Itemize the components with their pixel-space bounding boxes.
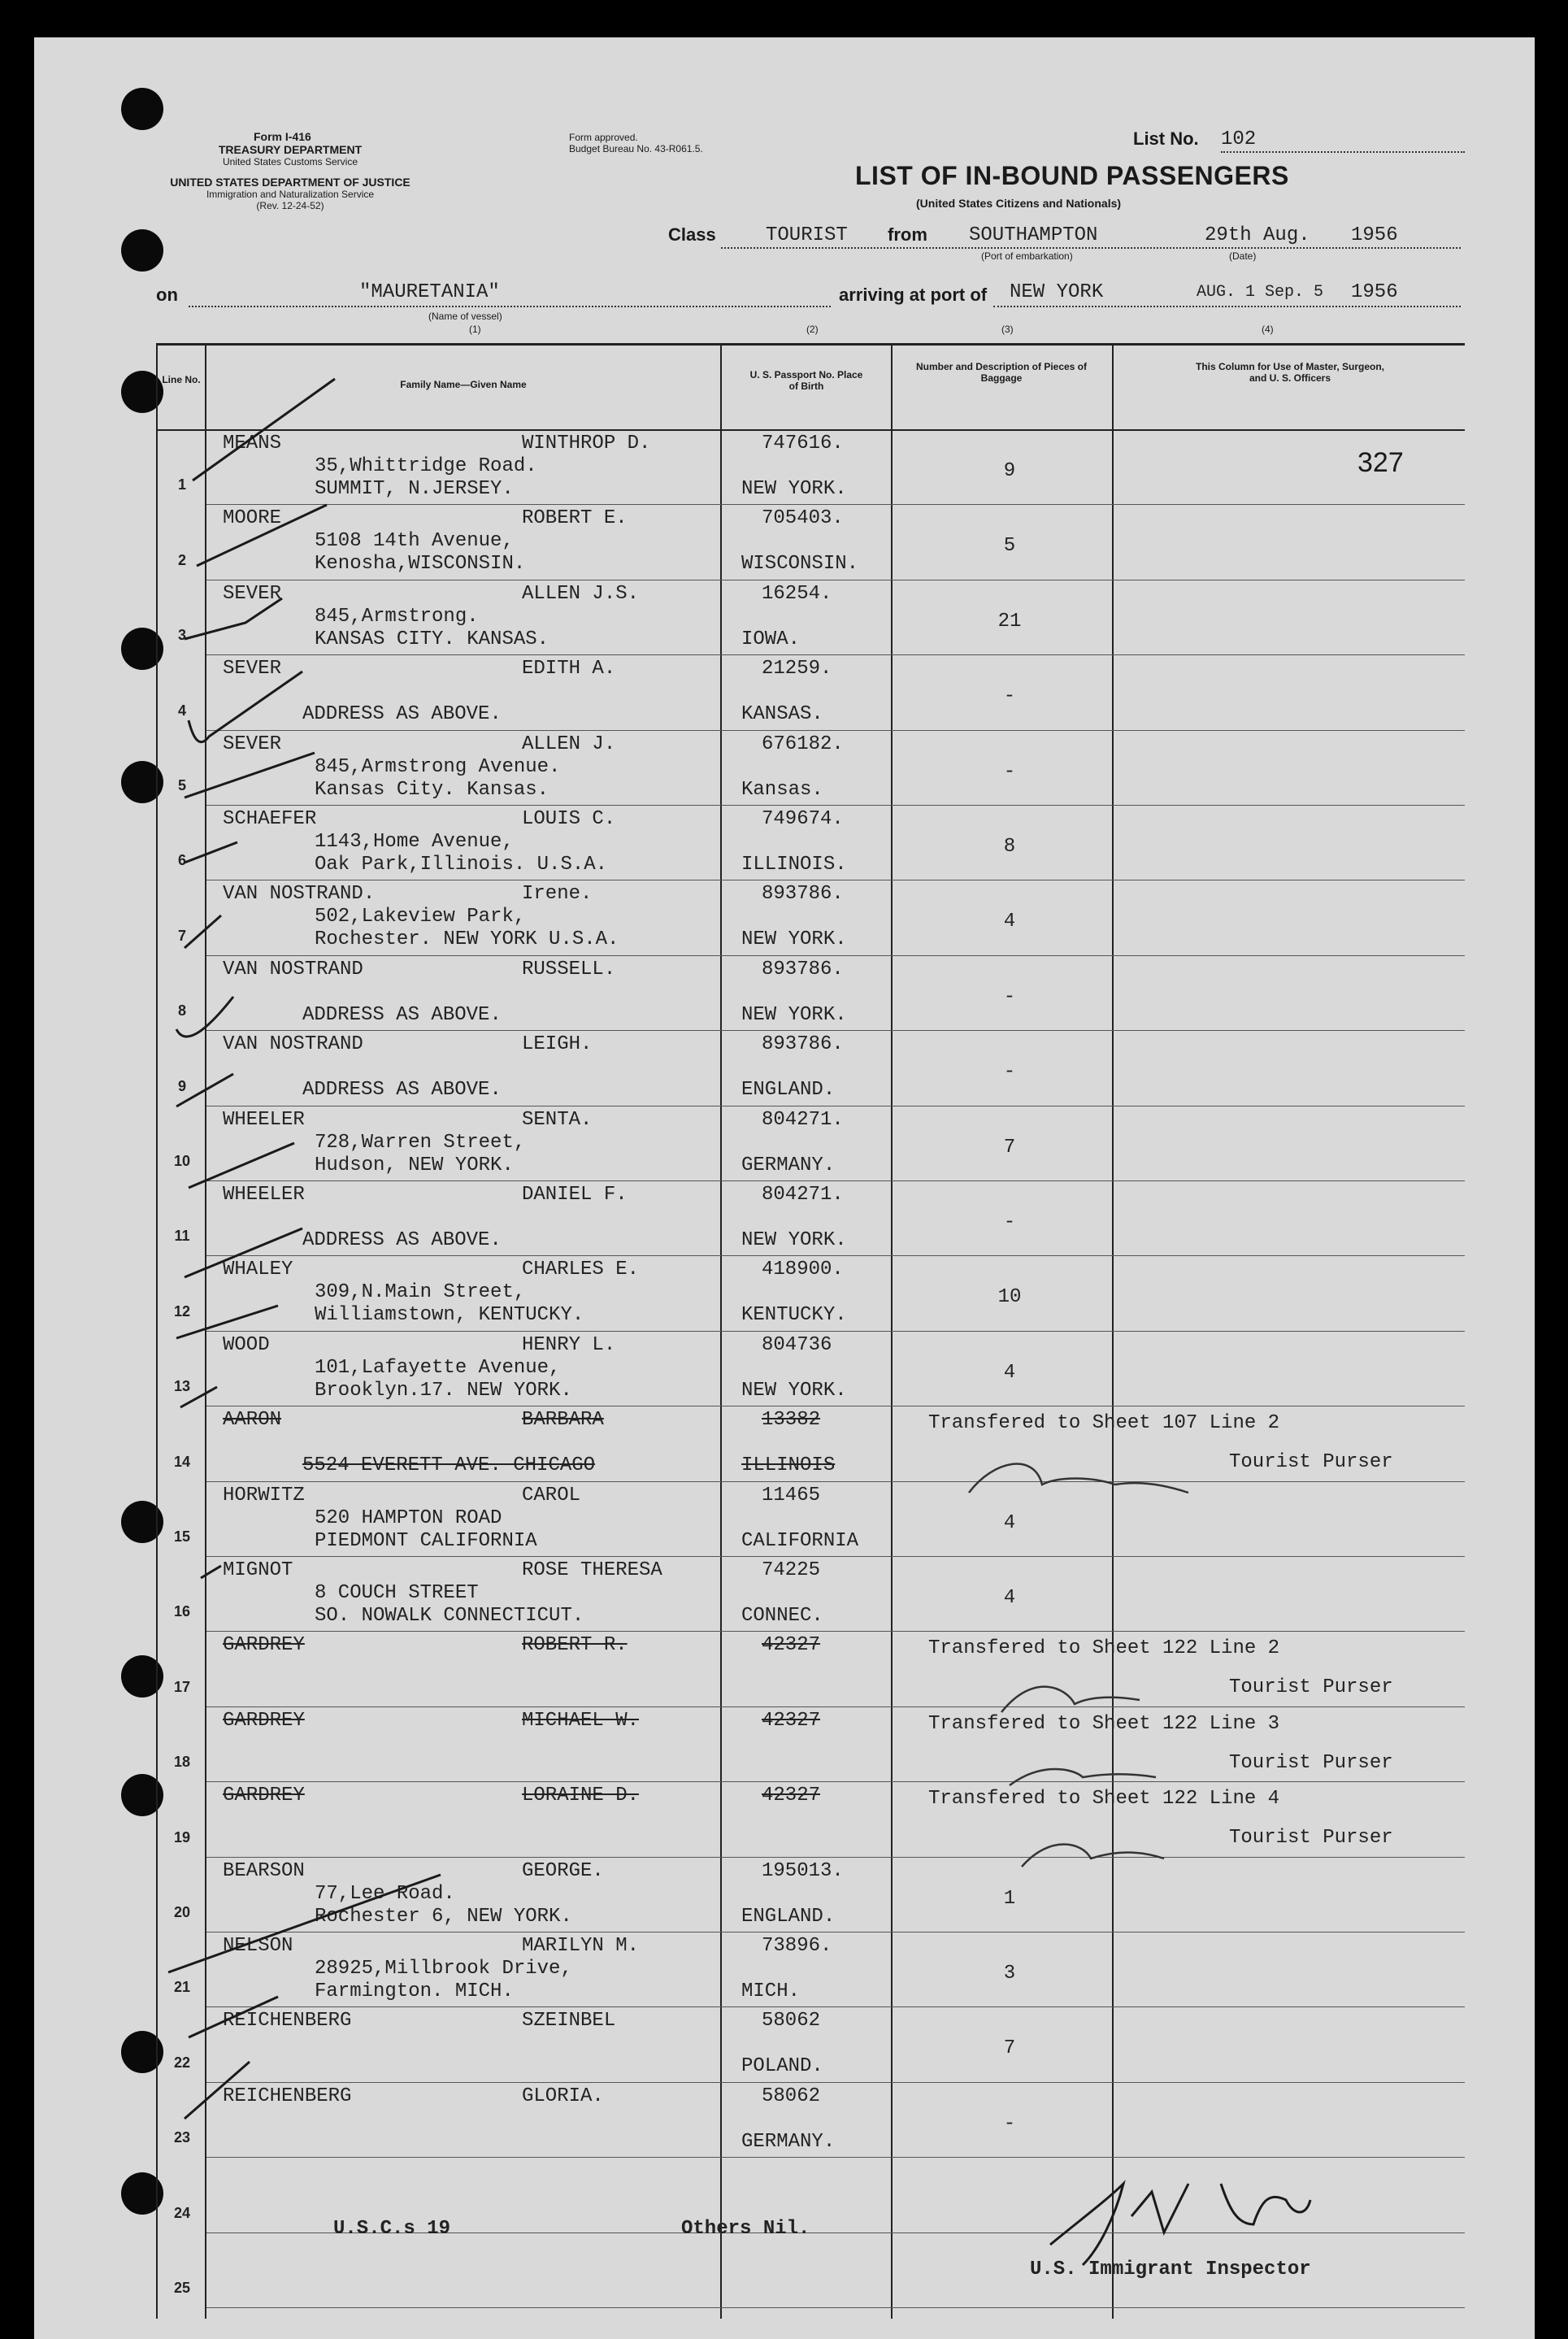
checkmark xyxy=(176,997,233,1037)
given-name: CAROL xyxy=(522,1485,581,1506)
form-approved-label: Form approved. xyxy=(569,132,638,143)
address-line-2: Kansas City. Kansas. xyxy=(315,779,549,801)
uscs-count: U.S.C.s 19 xyxy=(333,2218,451,2240)
col-num-2: (2) xyxy=(806,324,819,335)
baggage-count: 7 xyxy=(1003,1137,1016,1159)
family-name: HORWITZ xyxy=(223,1485,305,1506)
arriving-label: arriving at port of xyxy=(839,285,988,305)
passport-number: 42327 xyxy=(762,1710,821,1732)
family-name: WHEELER xyxy=(223,1109,305,1131)
line-number: 20 xyxy=(173,1904,191,1920)
checkmark xyxy=(185,915,221,948)
place-of-birth: NEW YORK. xyxy=(741,928,847,950)
family-name: VAN NOSTRAND. xyxy=(223,883,376,905)
class-value: TOURIST xyxy=(766,224,848,246)
checkmark xyxy=(193,379,335,480)
checkmark xyxy=(189,1143,294,1188)
page-title: LIST OF IN-BOUND PASSENGERS xyxy=(855,161,1289,190)
given-name: BARBARA xyxy=(522,1409,604,1431)
address-line-1: 520 HAMPTON ROAD xyxy=(315,1507,502,1529)
family-name: MIGNOT xyxy=(223,1559,293,1581)
checkmark xyxy=(201,1566,221,1578)
list-no-label: List No. xyxy=(1133,128,1199,149)
year-embarkation: 1956 xyxy=(1351,224,1398,246)
given-name: Irene. xyxy=(522,883,593,905)
checkmark xyxy=(185,753,315,798)
checkmarks-overlay xyxy=(34,37,1535,2339)
col-header-passport: U. S. Passport No. Place of Birth xyxy=(749,369,863,392)
given-name: MICHAEL W. xyxy=(522,1710,640,1732)
col-num-3: (3) xyxy=(1001,324,1014,335)
place-of-birth: ENGLAND. xyxy=(741,1906,836,1928)
address-line-1: 845,Armstrong Avenue. xyxy=(315,756,561,778)
passport-number: 804271. xyxy=(762,1184,844,1206)
col-header-officers: This Column for Use of Master, Surgeon, and U. S. Officers xyxy=(1195,361,1385,384)
address-line-2: 5524 EVERETT AVE. CHICAGO xyxy=(302,1454,596,1476)
line-number: 23 xyxy=(173,2129,191,2146)
baggage-count: - xyxy=(1003,1211,1016,1233)
address-line-1: 502,Lakeview Park, xyxy=(315,906,526,928)
passport-number: 676182. xyxy=(762,733,844,755)
checkmark xyxy=(185,842,237,863)
baggage-count: 3 xyxy=(1003,1963,1016,1985)
place-of-birth: NEW YORK. xyxy=(741,1004,847,1026)
transfer-note: Transfered to Sheet 122 Line 2 xyxy=(928,1637,1280,1659)
baggage-count: - xyxy=(1003,2113,1016,2135)
col-header-baggage: Number and Description of Pieces of Baggage xyxy=(915,361,1088,384)
passport-number: 893786. xyxy=(762,883,844,905)
family-name: SEVER xyxy=(223,658,282,680)
place-of-birth: CONNEC. xyxy=(741,1605,823,1627)
checkmark xyxy=(189,1997,278,2037)
line-number: 4 xyxy=(177,702,186,719)
class-label: Class xyxy=(668,224,716,245)
address-line-2: SO. NOWALK CONNECTICUT. xyxy=(315,1605,584,1627)
baggage-count: 1 xyxy=(1003,1888,1016,1910)
place-of-birth: GERMANY. xyxy=(741,1154,836,1176)
baggage-count: 9 xyxy=(1003,460,1016,482)
passport-number: 804736 xyxy=(762,1334,832,1356)
place-of-birth: KENTUCKY. xyxy=(741,1304,847,1326)
address-line-2: Farmington. MICH. xyxy=(315,1980,514,2002)
address-line-2: PIEDMONT CALIFORNIA xyxy=(315,1530,537,1552)
address-line-1: 77,Lee Road. xyxy=(315,1883,455,1905)
form-number: Form I-416 xyxy=(254,130,311,143)
budget-bureau-label: Budget Bureau No. 43-R061.5. xyxy=(569,143,703,154)
line-number: 3 xyxy=(177,627,186,643)
address-line-2: Williamstown, KENTUCKY. xyxy=(315,1304,584,1326)
place-of-birth: Kansas. xyxy=(741,779,823,801)
address-line-1: 35,Whittridge Road. xyxy=(315,455,537,477)
place-of-birth: NEW YORK. xyxy=(741,478,847,500)
baggage-count: 4 xyxy=(1003,1512,1016,1534)
given-name: RUSSELL. xyxy=(522,959,616,980)
line-number: 8 xyxy=(177,1002,186,1019)
passport-number: 893786. xyxy=(762,959,844,980)
date-caption: (Date) xyxy=(1229,250,1257,262)
given-name: LOUIS C. xyxy=(522,808,616,830)
line-number: 22 xyxy=(173,2054,191,2071)
address-line-2: Rochester 6, NEW YORK. xyxy=(315,1906,572,1928)
address-line-2: Brooklyn.17. NEW YORK. xyxy=(315,1380,572,1402)
baggage-count: 10 xyxy=(997,1286,1022,1308)
checkmark xyxy=(176,1074,233,1106)
family-name: VAN NOSTRAND xyxy=(223,959,363,980)
family-name: NELSON xyxy=(223,1935,293,1957)
inspector-label: U.S. Immigrant Inspector xyxy=(1030,2259,1311,2280)
line-number: 16 xyxy=(173,1603,191,1619)
address-line-1: 8 COUCH STREET xyxy=(315,1582,479,1604)
address-line-2: Oak Park,Illinois. U.S.A. xyxy=(315,854,608,876)
given-name: WINTHROP D. xyxy=(522,433,651,454)
family-name: SEVER xyxy=(223,733,282,755)
address-line-1: 845,Armstrong. xyxy=(315,606,479,628)
document-page xyxy=(34,37,1535,2339)
line-number: 1 xyxy=(177,476,186,493)
baggage-count: 21 xyxy=(997,611,1022,633)
transfer-note: Transfered to Sheet 107 Line 2 xyxy=(928,1412,1280,1434)
passport-number: 11465 xyxy=(762,1485,821,1506)
arrival-port: NEW YORK xyxy=(1010,281,1104,303)
purser-signature xyxy=(969,1464,1188,1867)
place-of-birth: CALIFORNIA xyxy=(741,1530,859,1552)
arrival-year: 1956 xyxy=(1351,281,1398,303)
treasury-label: TREASURY DEPARTMENT xyxy=(218,143,363,156)
family-name: REICHENBERG xyxy=(223,2010,352,2032)
line-number: 13 xyxy=(173,1378,191,1394)
checkmark xyxy=(189,672,302,742)
line-number: 17 xyxy=(173,1679,191,1695)
passport-number: 13382 xyxy=(762,1409,821,1431)
family-name: MOORE xyxy=(223,507,282,529)
given-name: HENRY L. xyxy=(522,1334,616,1356)
vessel-name: "MAURETANIA" xyxy=(359,281,500,303)
baggage-count: 4 xyxy=(1003,1587,1016,1609)
place-of-birth: ENGLAND. xyxy=(741,1079,836,1101)
purser-label: Tourist Purser xyxy=(1229,1827,1393,1849)
address-line-1: 28925,Millbrook Drive, xyxy=(315,1958,572,1980)
checkmark xyxy=(168,1875,441,1972)
address-line-2: ADDRESS AS ABOVE. xyxy=(302,1004,502,1026)
address-line-2: Hudson, NEW YORK. xyxy=(315,1154,514,1176)
passport-number: 195013. xyxy=(762,1860,844,1882)
customs-label: United States Customs Service xyxy=(222,156,358,167)
line-number: 15 xyxy=(173,1528,191,1545)
given-name: DANIEL F. xyxy=(522,1184,628,1206)
address-line-1: 101,Lafayette Avenue, xyxy=(315,1357,561,1379)
from-label: from xyxy=(888,224,927,245)
passport-number: 42327 xyxy=(762,1785,821,1806)
transfer-note: Transfered to Sheet 122 Line 4 xyxy=(928,1788,1280,1810)
passport-number: 705403. xyxy=(762,507,844,529)
given-name: LORAINE D. xyxy=(522,1785,640,1806)
col-header-line-no: Line No. xyxy=(162,374,201,385)
purser-label: Tourist Purser xyxy=(1229,1752,1393,1774)
line-number: 11 xyxy=(174,1228,190,1244)
vessel-caption: (Name of vessel) xyxy=(428,311,502,322)
family-name: GARDREY xyxy=(223,1710,305,1732)
line-number: 2 xyxy=(177,552,186,568)
page-subtitle: (United States Citizens and Nationals) xyxy=(916,197,1122,210)
col-header-name: Family Name—Given Name xyxy=(400,379,527,390)
date-embarkation: 29th Aug. xyxy=(1205,224,1310,246)
given-name: EDITH A. xyxy=(522,658,616,680)
family-name: WHEELER xyxy=(223,1184,305,1206)
checkmark xyxy=(176,1306,278,1338)
baggage-count: 8 xyxy=(1003,836,1016,858)
revision-label: (Rev. 12-24-52) xyxy=(256,200,324,211)
address-line-2: Rochester. NEW YORK U.S.A. xyxy=(315,928,619,950)
list-no-value: 102 xyxy=(1221,128,1257,150)
baggage-count: - xyxy=(1003,986,1016,1008)
passport-number: 21259. xyxy=(762,658,832,680)
line-number: 7 xyxy=(177,928,186,944)
baggage-count: 4 xyxy=(1003,911,1016,933)
passport-number: 73896. xyxy=(762,1935,832,1957)
others-count: Others Nil. xyxy=(681,2218,810,2240)
place-of-birth: POLAND. xyxy=(741,2055,823,2077)
line-number: 25 xyxy=(173,2280,191,2296)
port-embarkation: SOUTHAMPTON xyxy=(969,224,1098,246)
baggage-count: 4 xyxy=(1003,1362,1016,1384)
family-name: BEARSON xyxy=(223,1860,305,1882)
address-line-2: ADDRESS AS ABOVE. xyxy=(302,1079,502,1101)
passport-number: 74225 xyxy=(762,1559,821,1581)
port-embark-caption: (Port of embarkation) xyxy=(981,250,1073,262)
given-name: ROBERT E. xyxy=(522,507,628,529)
col-num-1: (1) xyxy=(469,324,481,335)
line-number: 10 xyxy=(173,1153,191,1169)
place-of-birth: MICH. xyxy=(741,1980,801,2002)
passport-number: 747616. xyxy=(762,433,844,454)
line-number: 21 xyxy=(173,1979,191,1995)
given-name: SZEINBEL xyxy=(522,2010,616,2032)
family-name: GARDREY xyxy=(223,1634,305,1656)
address-line-1: 309,N.Main Street, xyxy=(315,1281,526,1303)
inspector-signature xyxy=(1050,2184,1310,2265)
purser-label: Tourist Purser xyxy=(1229,1676,1393,1698)
line-number: 5 xyxy=(177,777,186,793)
line-number: 12 xyxy=(173,1303,191,1319)
passport-number: 804271. xyxy=(762,1109,844,1131)
address-line-2: ADDRESS AS ABOVE. xyxy=(302,703,502,725)
address-line-2: SUMMIT, N.JERSEY. xyxy=(315,478,514,500)
col-num-4: (4) xyxy=(1262,324,1274,335)
passport-number: 749674. xyxy=(762,808,844,830)
family-name: WHALEY xyxy=(223,1259,293,1280)
given-name: ROSE THERESA xyxy=(522,1559,662,1581)
family-name: AARON xyxy=(223,1409,282,1431)
address-line-1: 5108 14th Avenue, xyxy=(315,530,514,552)
given-name: CHARLES E. xyxy=(522,1259,640,1280)
passport-number: 418900. xyxy=(762,1259,844,1280)
address-line-1: 1143,Home Avenue, xyxy=(315,831,514,853)
passport-number: 58062 xyxy=(762,2085,821,2107)
line-number: 18 xyxy=(173,1754,191,1770)
baggage-count: - xyxy=(1003,1061,1016,1083)
line-number: 9 xyxy=(177,1078,186,1094)
passport-number: 58062 xyxy=(762,2010,821,2032)
place-of-birth: NEW YORK. xyxy=(741,1229,847,1251)
transfer-note: Transfered to Sheet 122 Line 3 xyxy=(928,1713,1280,1735)
place-of-birth: WISCONSIN. xyxy=(741,553,859,575)
baggage-count: 5 xyxy=(1003,535,1016,557)
checkmark xyxy=(185,1228,302,1277)
family-name: SEVER xyxy=(223,583,282,605)
baggage-count: - xyxy=(1003,685,1016,707)
justice-label: UNITED STATES DEPARTMENT OF JUSTICE xyxy=(170,176,410,189)
checkmark xyxy=(185,2062,250,2119)
given-name: ALLEN J.S. xyxy=(522,583,640,605)
arrival-date: AUG. 1 Sep. 5 xyxy=(1197,283,1324,302)
family-name: SCHAEFER xyxy=(223,808,317,830)
given-name: LEIGH. xyxy=(522,1033,593,1055)
purser-label: Tourist Purser xyxy=(1229,1451,1393,1473)
baggage-count: 7 xyxy=(1003,2037,1016,2059)
checkmark xyxy=(180,1387,217,1407)
address-line-2: Kenosha,WISCONSIN. xyxy=(315,553,526,575)
place-of-birth: KANSAS. xyxy=(741,703,823,725)
place-of-birth: ILLINOIS. xyxy=(741,854,847,876)
place-of-birth: NEW YORK. xyxy=(741,1380,847,1402)
address-line-2: KANSAS CITY. KANSAS. xyxy=(315,628,549,650)
place-of-birth: IOWA. xyxy=(741,628,801,650)
given-name: ROBERT R. xyxy=(522,1634,628,1656)
place-of-birth: ILLINOIS xyxy=(741,1454,836,1476)
checkmark xyxy=(197,505,327,566)
ins-label: Immigration and Naturalization Service xyxy=(206,189,375,200)
line-number: 19 xyxy=(173,1829,191,1846)
passport-number: 16254. xyxy=(762,583,832,605)
family-name: GARDREY xyxy=(223,1785,305,1806)
family-name: VAN NOSTRAND xyxy=(223,1033,363,1055)
passport-number: 893786. xyxy=(762,1033,844,1055)
checkmark xyxy=(185,598,282,639)
address-line-1: 728,Warren Street, xyxy=(315,1132,526,1154)
given-name: SENTA. xyxy=(522,1109,593,1131)
family-name: REICHENBERG xyxy=(223,2085,352,2107)
line-number: 6 xyxy=(177,852,186,868)
baggage-count: - xyxy=(1003,761,1016,783)
given-name: GEORGE. xyxy=(522,1860,604,1882)
address-line-2: ADDRESS AS ABOVE. xyxy=(302,1229,502,1251)
line-number: 24 xyxy=(173,2205,191,2221)
family-name: WOOD xyxy=(223,1334,270,1356)
place-of-birth: GERMANY. xyxy=(741,2131,836,2153)
family-name: MEANS xyxy=(223,433,282,454)
passport-number: 42327 xyxy=(762,1634,821,1656)
on-label: on xyxy=(156,285,178,305)
given-name: ALLEN J. xyxy=(522,733,616,755)
line-number: 14 xyxy=(173,1454,191,1470)
given-name: GLORIA. xyxy=(522,2085,604,2107)
officer-note: 327 xyxy=(1357,447,1404,478)
given-name: MARILYN M. xyxy=(522,1935,640,1957)
